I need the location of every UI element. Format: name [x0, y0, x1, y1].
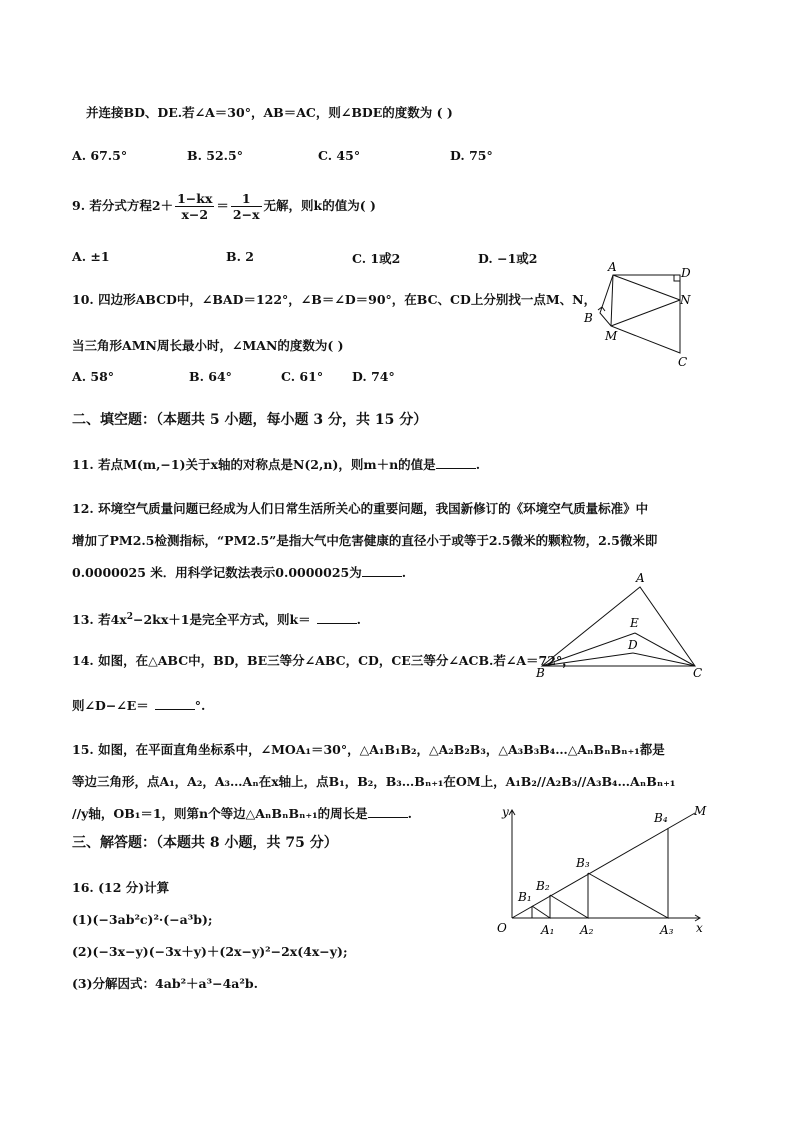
q10-option-c: C. 61°	[281, 369, 324, 384]
q13-exponent: 2	[126, 612, 134, 622]
q14-triangle-abc	[542, 587, 695, 666]
q15-line3: //y轴，OB₁＝1，则第n个等边△AₙBₙBₙ₊₁的周长是	[72, 806, 368, 821]
q14-end: °.	[194, 698, 206, 713]
q14-label-c: C	[693, 666, 703, 680]
q9-suffix: 无解，则k的值为( )	[263, 198, 376, 213]
section3-title: 三、解答题：（本题共 8 小题，共 75 分）	[72, 835, 338, 851]
q10-label-m: M	[605, 329, 618, 343]
q9-option-c: C. 1或2	[352, 251, 401, 266]
q15-answer-blank[interactable]	[368, 805, 408, 818]
q9-frac1-num: 1−kx	[177, 191, 213, 206]
q15-triangle-1	[532, 895, 550, 918]
q8-option-c: C. 45°	[318, 148, 361, 163]
q14-line1: 14. 如图，在△ABC中，BD，BE三等分∠ABC，CD，CE三等分∠ACB.若∠A＝72°，	[72, 653, 575, 668]
q15-line1: 15. 如图，在平面直角坐标系中，∠MOA₁＝30°，△A₁B₁B₂，△A₂B₂B₃，△A₃B₃B₄…△AₙBₙBₙ₊₁都是	[72, 742, 665, 757]
q10-label-b: B	[584, 311, 593, 325]
q8-option-b: B. 52.5°	[187, 148, 243, 163]
section2-title: 二、填空题：（本题共 5 小题，每小题 3 分，共 15 分）	[72, 412, 428, 428]
q13-rest: −2kx＋1是完全平方式，则k＝	[133, 612, 311, 628]
q10-label-a: A	[608, 260, 617, 274]
q10-option-a: A. 58°	[72, 369, 115, 384]
q15-triangle-3	[588, 828, 668, 918]
q15-label-a2: A₂	[580, 923, 594, 937]
q15-triangle-2	[550, 873, 588, 918]
q9-prefix: 9. 若分式方程2＋	[72, 198, 174, 213]
q15-label-b3: B₃	[576, 856, 590, 870]
q13-prefix: 13. 若4x	[72, 612, 127, 628]
q13-answer-blank[interactable]	[317, 611, 357, 624]
q9-question	[72, 189, 376, 223]
q9-fraction-1	[175, 191, 214, 222]
q14-label-a: A	[636, 571, 645, 585]
q10-segment-an	[613, 275, 680, 300]
q10-line2: 当三角形AMN周长最小时，∠MAN的度数为( )	[72, 338, 344, 353]
q15-label-y: y	[502, 805, 509, 819]
q16-title: 16. (12 分)计算	[72, 880, 170, 895]
q9-fraction-2	[231, 191, 262, 222]
q9-option-b: B. 2	[226, 249, 254, 264]
q14-label-d: D	[628, 638, 638, 652]
q10-figure	[578, 258, 698, 370]
q11-text: 11. 若点M(m,−1)关于x轴的对称点是N(2,n)，则m＋n的值是	[72, 457, 436, 472]
q11-question	[72, 456, 480, 474]
q14-line2: 则∠D−∠E＝	[72, 698, 149, 713]
q14-segment-cd	[633, 653, 695, 666]
q10-segment-mn	[611, 300, 680, 326]
q15-label-b1: B₁	[518, 890, 532, 904]
q14-answer-blank[interactable]	[155, 697, 195, 710]
q12-line1: 12. 环境空气质量问题已经成为人们日常生活所关心的重要问题，我国新修订的《环境空气质量标准》中	[72, 501, 649, 516]
q15-label-a3: A₃	[660, 923, 674, 937]
q10-label-d: D	[681, 266, 691, 280]
q9-equals: ＝	[216, 198, 229, 213]
q9-frac2-den: 2−x	[232, 207, 260, 222]
q15-figure	[490, 800, 715, 940]
q11-end: .	[475, 457, 481, 472]
q10-option-b: B. 64°	[189, 369, 232, 384]
q8-text: 并连接BD、DE.若∠A＝30°，AB＝AC，则∠BDE的度数为 ( )	[86, 105, 453, 120]
q15-label-o: O	[497, 921, 507, 935]
q14-segment-be	[542, 633, 635, 666]
q10-label-n: N	[680, 293, 691, 307]
q9-frac2-num: 1	[231, 191, 262, 207]
q14-label-e: E	[630, 616, 639, 630]
q10-label-c: C	[678, 355, 688, 369]
q14-line2-wrap	[72, 697, 205, 715]
q9-option-d: D. −1或2	[478, 251, 538, 266]
q12-line2: 增加了PM2.5检测指标，“PM2.5”是指大气中危害健康的直径小于或等于2.5微米的颗粒物，2.5微米即	[72, 533, 658, 548]
q10-line1: 10. 四边形ABCD中，∠BAD＝122°，∠B＝∠D＝90°，在BC、CD上分别找一点M、N，	[72, 292, 597, 307]
q8-option-a: A. 67.5°	[72, 148, 128, 163]
q8-option-d: D. 75°	[450, 148, 493, 163]
q15-line3-wrap	[72, 805, 412, 823]
q10-segment-am	[611, 275, 613, 326]
q10-option-d: D. 74°	[352, 369, 395, 384]
q13-end: .	[356, 612, 362, 628]
q15-end: .	[407, 806, 412, 821]
q12-line3-wrap	[72, 564, 406, 582]
q16-item3: (3)分解因式：4ab²＋a³−4a²b.	[72, 976, 258, 991]
q15-label-a1: A₁	[541, 923, 555, 937]
q12-answer-blank[interactable]	[362, 564, 402, 577]
q9-frac1-den: x−2	[181, 207, 209, 222]
q14-figure	[530, 570, 710, 682]
q16-item1: (1)(−3ab²c)²·(−a³b);	[72, 912, 213, 927]
q12-end: .	[401, 565, 407, 580]
q14-segment-ce	[635, 633, 695, 666]
q15-label-m: M	[694, 804, 707, 818]
q15-label-x: x	[696, 921, 703, 935]
q15-label-b2: B₂	[536, 879, 550, 893]
q9-option-a: A. ±1	[72, 249, 110, 264]
q15-label-b4: B₄	[654, 811, 668, 825]
q10-right-angle-d	[674, 275, 680, 281]
q11-answer-blank[interactable]	[436, 456, 476, 469]
q12-line3: 0.0000025 米．用科学记数法表示0.0000025为	[72, 565, 362, 580]
q13-question	[72, 608, 361, 629]
q15-line2: 等边三角形，点A₁，A₂，A₃…Aₙ在x轴上，点B₁，B₂，B₃…Bₙ₊₁在OM上，A₁B₂//A₂B₃//A₃B₄…AₙBₙ₊₁	[72, 774, 676, 789]
q14-label-b: B	[536, 666, 545, 680]
q16-item2: (2)(−3x−y)(−3x＋y)＋(2x−y)²−2x(4x−y);	[72, 944, 348, 959]
